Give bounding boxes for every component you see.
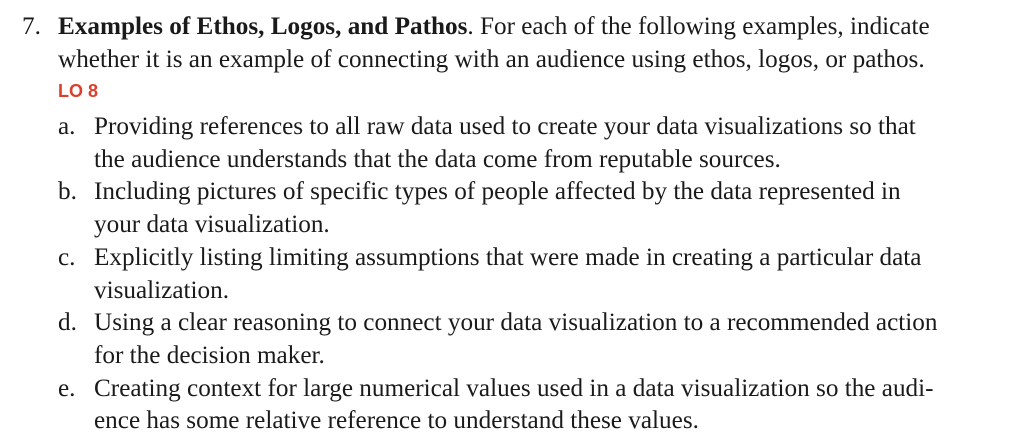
item-text-line-2: your data visualization. — [94, 211, 330, 239]
list-item — [22, 373, 1022, 438]
list-item — [22, 176, 1022, 241]
item-text-line-2: visualization. — [94, 276, 230, 304]
exercise-header — [22, 10, 1012, 106]
list-item — [22, 111, 1022, 176]
item-text-line-2: for the decision maker. — [94, 341, 325, 369]
item-letter: b. — [58, 178, 77, 206]
example-list — [22, 111, 1022, 438]
exercise-number: 7. — [22, 13, 41, 40]
item-letter: c. — [58, 243, 76, 271]
item-text-line-1: Providing references to all raw data used to create your data visualizations so that — [94, 113, 916, 140]
learning-objective-badge: LO 8 — [58, 81, 99, 101]
item-text-line-2: ence has some relative reference to understand these values. — [94, 407, 699, 435]
item-letter: e. — [58, 374, 76, 402]
item-letter: d. — [58, 309, 77, 337]
item-text-line-1: Explicitly listing limiting assumptions that were made in creating a particular data — [94, 243, 922, 271]
list-item — [22, 242, 1022, 307]
item-text-line-1: Using a clear reasoning to connect your data visualization to a recommended action — [94, 309, 938, 337]
exercise-title: Examples of Ethos, Logos, and Pathos — [58, 13, 468, 40]
exercise-intro-text: . For each of the following examples, indicate — [467, 13, 930, 40]
exercise-intro-line-2: whether it is an example of connecting with an audience using ethos, logos, or pathos. — [58, 46, 925, 73]
item-text-line-2: the audience understands that the data come from reputable sources. — [94, 145, 781, 173]
item-letter: a. — [58, 113, 76, 140]
item-text-line-1: Creating context for large numerical values used in a data visualization so the audi- — [94, 374, 934, 402]
exercise-intro-line-1 — [22, 10, 1012, 43]
list-item — [22, 307, 1022, 372]
item-text-line-1: Including pictures of specific types of people affected by the data represented in — [94, 178, 901, 206]
